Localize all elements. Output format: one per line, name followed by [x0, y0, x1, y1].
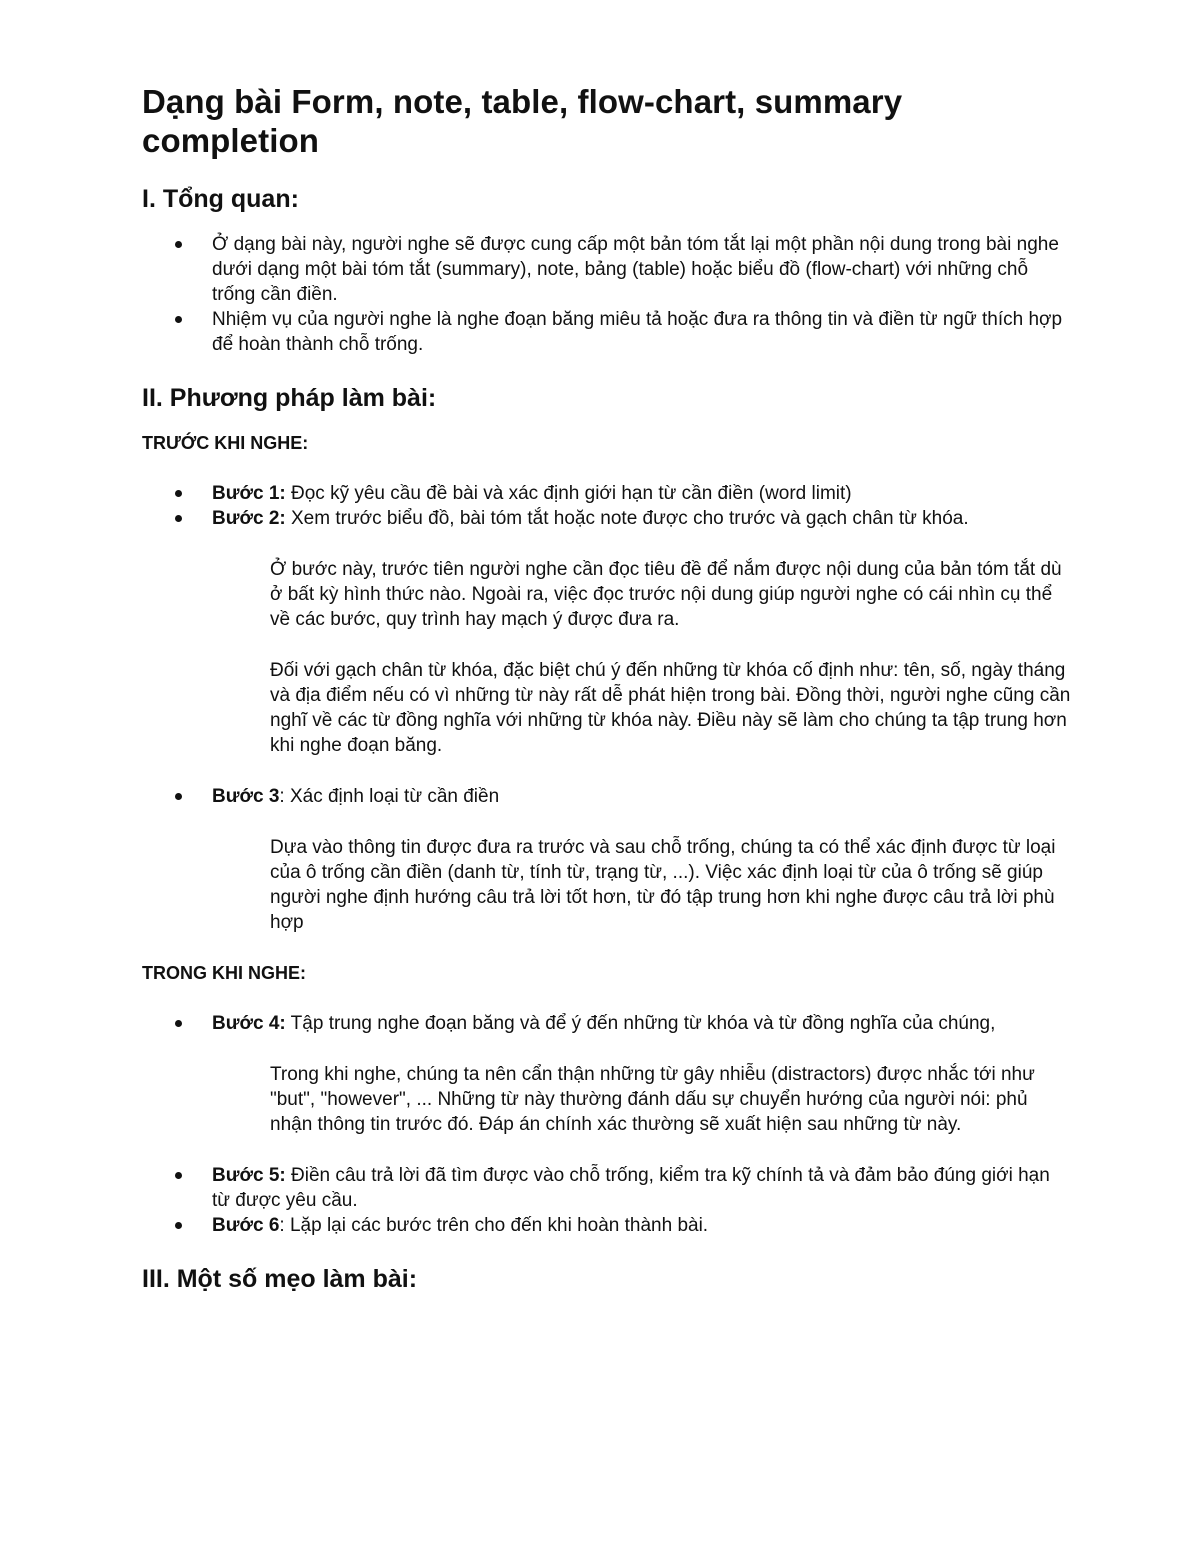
- before-steps-list-2: [142, 784, 1072, 809]
- overview-list: [142, 232, 1072, 357]
- bullet-icon: [175, 490, 182, 497]
- phase-label-before: TRƯỚC KHI NGHE:: [142, 433, 309, 453]
- list-item: [142, 506, 1072, 531]
- step-text: Đọc kỹ yêu cầu đề bài và xác định giới hạn từ cần điền (word limit): [285, 483, 852, 504]
- list-item: [142, 1011, 1072, 1036]
- step-text: Xem trước biểu đồ, bài tóm tắt hoặc note được cho trước và gạch chân từ khóa.: [285, 508, 969, 529]
- section-heading-overview: I. Tổng quan:: [142, 185, 299, 213]
- step-label: Bước 2:: [212, 508, 286, 529]
- step-text: Tập trung nghe đoạn băng và để ý đến những từ khóa và từ đồng nghĩa của chúng,: [285, 1013, 996, 1034]
- list-item: [142, 1213, 1072, 1238]
- list-item-text: Ở dạng bài này, người nghe sẽ được cung cấp một bản tóm tắt lại một phần nội dung trong bài nghe dưới dạng một bài tóm tắt (summary), note, bảng (table) hoặc biểu đồ (flow-chart) với những chỗ trống cần điền.: [212, 234, 1059, 305]
- bullet-icon: [175, 515, 182, 522]
- step-label: Bước 1:: [212, 483, 286, 504]
- list-item: [142, 481, 1072, 506]
- list-item: [142, 1163, 1072, 1213]
- phase-label-during: TRONG KHI NGHE:: [142, 963, 306, 983]
- before-steps-list: [142, 481, 1072, 531]
- step-label: Bước 4:: [212, 1013, 286, 1034]
- list-item: [142, 307, 1072, 357]
- step-text: Điền câu trả lời đã tìm được vào chỗ trống, kiểm tra kỹ chính tả và đảm bảo đúng giới hạn từ được yêu cầu.: [212, 1165, 1050, 1211]
- step-text: : Xác định loại từ cần điền: [279, 786, 500, 807]
- during-steps-list: [142, 1011, 1072, 1036]
- bullet-icon: [175, 1222, 182, 1229]
- step-text: : Lặp lại các bước trên cho đến khi hoàn thành bài.: [279, 1215, 709, 1236]
- step-label: Bước 3: [212, 786, 280, 807]
- bullet-icon: [175, 316, 182, 323]
- document-body: [142, 82, 1072, 1312]
- list-item: [142, 232, 1072, 307]
- list-item: [142, 784, 1072, 809]
- bullet-icon: [175, 241, 182, 248]
- step-note: Trong khi nghe, chúng ta nên cẩn thận những từ gây nhiễu (distractors) được nhắc tới như "but", "however", ... Những từ này thường đánh dấu sự chuyển hướng của người nói: phủ nhận thông tin trước đó. Đáp án chính xác thường sẽ xuất hiện sau những từ này.: [270, 1064, 1035, 1135]
- section-heading-tips: III. Một số mẹo làm bài:: [142, 1265, 418, 1293]
- page-title: Dạng bài Form, note, table, flow-chart, summary completion: [142, 83, 903, 159]
- during-steps-list-2: [142, 1163, 1072, 1238]
- step-label: Bước 5:: [212, 1165, 286, 1186]
- section-heading-method: II. Phương pháp làm bài:: [142, 384, 437, 412]
- step-note: Ở bước này, trước tiên người nghe cần đọc tiêu đề để nắm được nội dung của bản tóm tắt dù ở bất kỳ hình thức nào. Ngoài ra, việc đọc trước nội dung giúp người nghe có cái nhìn cụ thể về các bước, quy trình hay mạch ý được đưa ra.: [270, 559, 1062, 630]
- bullet-icon: [175, 793, 182, 800]
- step-note: Đối với gạch chân từ khóa, đặc biệt chú ý đến những từ khóa cố định như: tên, số, ngày tháng và địa điểm nếu có vì những từ này rất dễ phát hiện trong bài. Đồng thời, người nghe cũng cần nghĩ về các từ đồng nghĩa với những từ khóa này. Điều này sẽ làm cho chúng ta tập trung hơn khi nghe đoạn băng.: [270, 660, 1071, 756]
- step-label: Bước 6: [212, 1215, 280, 1236]
- bullet-icon: [175, 1172, 182, 1179]
- bullet-icon: [175, 1020, 182, 1027]
- step-note: Dựa vào thông tin được đưa ra trước và sau chỗ trống, chúng ta có thể xác định được từ loại của ô trống cần điền (danh từ, tính từ, trạng từ, ...). Việc xác định loại từ của ô trống sẽ giúp người nghe định hướng câu trả lời tốt hơn, từ đó tập trung hơn khi nghe được câu trả lời phù hợp: [270, 837, 1056, 933]
- list-item-text: Nhiệm vụ của người nghe là nghe đoạn băng miêu tả hoặc đưa ra thông tin và điền từ ngữ thích hợp để hoàn thành chỗ trống.: [212, 309, 1063, 355]
